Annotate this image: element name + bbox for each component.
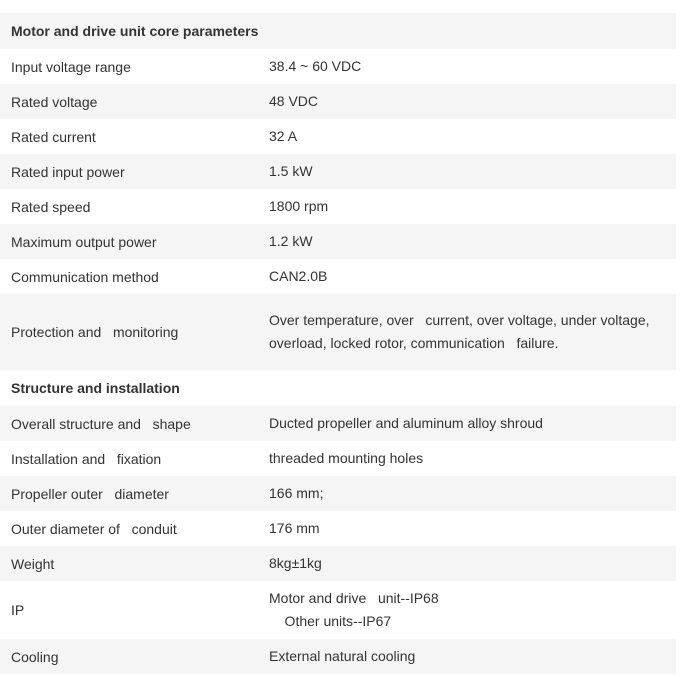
value-line: Motor and drive unit--IP68 xyxy=(269,590,439,606)
row-value: 166 mm; xyxy=(269,485,324,501)
row-value: 1.2 kW xyxy=(269,233,313,249)
table-row xyxy=(0,639,676,674)
table-row xyxy=(0,224,676,259)
row-label: Communication method xyxy=(11,268,159,285)
table-row xyxy=(0,441,676,476)
row-label: Maximum output power xyxy=(11,233,157,250)
row-value: External natural cooling xyxy=(269,648,416,664)
row-label: Installation and fixation xyxy=(11,450,162,467)
row-value: 8kg±1kg xyxy=(269,555,322,571)
table-row xyxy=(0,581,676,639)
table-row xyxy=(0,189,676,224)
section-header-structure: Structure and installation xyxy=(0,370,676,406)
row-value xyxy=(269,587,676,633)
row-label: Input voltage range xyxy=(11,58,131,75)
row-label: Weight xyxy=(11,555,55,572)
table-row xyxy=(0,119,676,154)
row-value: 38.4 ~ 60 VDC xyxy=(269,58,362,74)
value-line: Other units--IP67 xyxy=(269,613,392,629)
section-header-motor: Motor and drive unit core parameters xyxy=(0,13,676,49)
row-value: Ducted propeller and aluminum alloy shroud xyxy=(269,415,543,431)
value-line: Over temperature, over current, over voltage, under voltage, xyxy=(269,312,650,328)
row-label: IP xyxy=(11,602,25,618)
row-value: CAN2.0B xyxy=(269,268,328,284)
row-value: 32 A xyxy=(269,128,298,144)
row-label: Rated voltage xyxy=(11,93,98,110)
row-value: 48 VDC xyxy=(269,93,319,109)
row-label: Outer diameter of conduit xyxy=(11,520,177,537)
table-row xyxy=(0,154,676,189)
row-label: Propeller outer diameter xyxy=(11,485,169,502)
table-row xyxy=(0,259,676,294)
table-row xyxy=(0,294,676,370)
table-row xyxy=(0,546,676,581)
table-row xyxy=(0,406,676,441)
table-row xyxy=(0,49,676,84)
row-value: 1800 rpm xyxy=(269,198,329,214)
table-row xyxy=(0,84,676,119)
row-label: Protection and monitoring xyxy=(11,324,179,340)
row-value: threaded mounting holes xyxy=(269,450,424,466)
row-label: Overall structure and shape xyxy=(11,415,191,432)
row-label: Rated input power xyxy=(11,163,125,180)
row-label: Rated speed xyxy=(11,198,91,215)
row-label: Cooling xyxy=(11,648,59,665)
row-value xyxy=(269,309,676,355)
row-value: 1.5 kW xyxy=(269,163,313,179)
table-row xyxy=(0,511,676,546)
spec-table xyxy=(0,13,676,674)
row-value: 176 mm xyxy=(269,520,320,536)
table-row xyxy=(0,476,676,511)
value-line: overload, locked rotor, communication failure. xyxy=(269,335,559,351)
row-label: Rated current xyxy=(11,128,96,145)
